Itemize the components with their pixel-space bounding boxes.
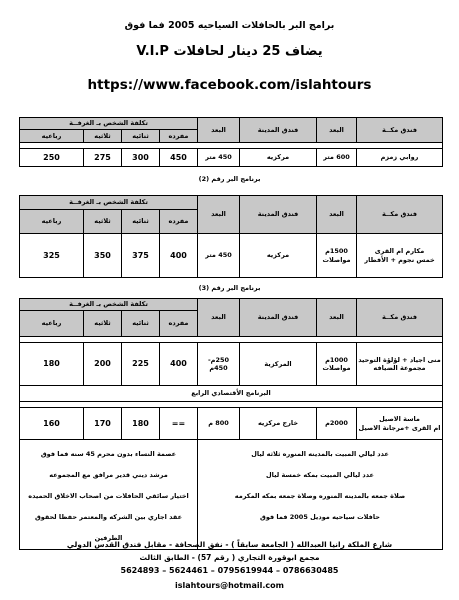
cost-per-person-header: تكلفة الشخص بـ الغرفــة <box>20 118 198 130</box>
mecca-hotel-name: مكارم ام القرى <box>374 247 425 256</box>
note-item: مرشد ديني قدير مرافق مع المجموعه <box>49 471 168 479</box>
program-caption-3: برنامج البر رقم (3) <box>198 284 261 292</box>
quad-room-header: رباعيه <box>20 210 84 234</box>
triple-price-cell: 275 <box>84 149 122 167</box>
eco-triple-price-cell: 170 <box>84 408 122 440</box>
medina-distance-header: البعد <box>198 196 240 234</box>
quad-price-cell: 180 <box>20 343 84 386</box>
double-room-header: ثنائيه <box>122 210 160 234</box>
mecca-hotel-extra: خمس نجوم + الأفطار <box>364 255 435 264</box>
program-table-3 <box>19 298 443 550</box>
mecca-hotel-name: منى اجياد + لؤلؤة التوحيد <box>358 355 441 364</box>
single-price-cell: 450 <box>160 149 198 167</box>
single-room-header: مفرده <box>160 210 198 234</box>
triple-price-cell: 200 <box>84 343 122 386</box>
mecca-transport-note: مواصلات <box>322 364 351 372</box>
mecca-distance-value: 1500م <box>325 247 348 256</box>
double-room-header: ثنائيه <box>122 130 160 143</box>
double-price-cell: 225 <box>122 343 160 386</box>
cost-per-person-header: تكلفة الشخص بـ الغرفــة <box>20 196 198 210</box>
triple-price-cell: 350 <box>84 234 122 278</box>
quad-room-header: رباعيه <box>20 311 84 337</box>
note-item: اختيار سائقي الحافلات من اصحاب الاخلاق الحميده <box>28 492 189 500</box>
quad-room-header: رباعيه <box>20 130 84 143</box>
medina-distance-header: البعد <box>198 118 240 143</box>
single-price-cell: 400 <box>160 343 198 386</box>
mecca-hotel-cell <box>357 234 443 278</box>
mecca-hotel-cell <box>357 343 443 386</box>
phone-numbers: 5624893 – 5624461 – 0795619944 – 0786630485 <box>120 566 339 575</box>
mecca-hotel-header: فندق مكــة <box>357 299 443 337</box>
eco-medina-distance-cell: 800 م <box>198 408 240 440</box>
medina-distance-value-2: 450م <box>209 364 228 372</box>
medina-hotel-header: فندق المدينة <box>240 196 317 234</box>
single-price-cell: 400 <box>160 234 198 278</box>
medina-distance-value: 250م- <box>207 355 230 364</box>
eco-mecca-distance-cell: 2000م <box>317 408 357 440</box>
medina-hotel-header: فندق المدينة <box>240 118 317 143</box>
note-item: صلاة جمعه بالمدينه المنوره وصلاة جمعه بمكه المكرمه <box>234 492 406 500</box>
triple-room-header: ثلاثيه <box>84 210 122 234</box>
eco-quad-price-cell: 160 <box>20 408 84 440</box>
single-room-header: مفرده <box>160 130 198 143</box>
single-room-header: مفرده <box>160 311 198 337</box>
medina-distance-cell <box>198 343 240 386</box>
medina-hotel-header: فندق المدينة <box>240 299 317 337</box>
mecca-distance-cell: 600 متر <box>317 149 357 167</box>
mecca-hotel-cell: روابي زمزم <box>357 149 443 167</box>
double-price-cell: 300 <box>122 149 160 167</box>
medina-hotel-cell: مركزيه <box>240 149 317 167</box>
eco-mecca-hotel-extra: ام القرى +مرجانة الاصيل <box>358 423 441 432</box>
mecca-distance-cell <box>317 343 357 386</box>
mecca-distance-header: البعد <box>317 118 357 143</box>
cost-per-person-header: تكلفة الشخص بـ الغرفــة <box>20 299 198 311</box>
economy-program-title: البرنامج الأقتصادي الرابع <box>20 386 443 402</box>
triple-room-header: ثلاثيه <box>84 311 122 337</box>
note-item: عصمة النساء بدون محرم 45 سنه فما فوق <box>40 450 177 458</box>
eco-medina-hotel-cell: خارج مركزيه <box>240 408 317 440</box>
address-line-1: شارع الملكة رانيا العبدالله ( الجامعة سابقاً ) - نفق الصحافة - مقابل فندق القدس الدولي <box>66 540 393 549</box>
page-title: برامج البر بالحافلات السياحيه 2005 فما فوق <box>124 20 335 31</box>
note-item: عقد اجاري بين الشركه والمعتمر حفظا لحقوق الطرفين <box>34 513 183 542</box>
eco-mecca-hotel-name: ماسة الاصيل <box>379 415 420 424</box>
email-address[interactable]: islahtours@hotmail.com <box>175 581 284 590</box>
mecca-distance-header: البعد <box>317 299 357 337</box>
mecca-distance-header: البعد <box>317 196 357 234</box>
double-price-cell: 375 <box>122 234 160 278</box>
address-line-2: مجمع ابوقورة التجاري ( رقم 57) - الطابق الثالث <box>139 553 320 562</box>
program-caption-2: برنامج البر رقم (2) <box>198 175 261 183</box>
mecca-hotel-header: فندق مكــة <box>357 196 443 234</box>
mecca-distance-cell <box>317 234 357 278</box>
note-item: عدد ليالي المبيت بمكه خمسة ليال <box>266 471 374 479</box>
medina-hotel-cell: مركزيه <box>240 234 317 278</box>
vip-note: يضاف 25 دينار لحافلات V.I.P <box>136 44 323 59</box>
facebook-url[interactable]: https://www.facebook.com/islahtours <box>87 77 372 93</box>
double-room-header: ثنائيه <box>122 311 160 337</box>
mecca-transport-note: مواصلات <box>322 255 351 264</box>
eco-mecca-hotel-cell <box>357 408 443 440</box>
mecca-hotel-extra: مجموعة الضيافه <box>373 364 426 372</box>
triple-room-header: ثلاثيه <box>84 130 122 143</box>
medina-distance-cell: 450 متر <box>198 149 240 167</box>
mecca-distance-value: 1000م <box>325 355 348 364</box>
note-item: حافلات سياحيه موديل 2005 فما فوق <box>260 513 380 521</box>
medina-hotel-cell: المركزية <box>240 343 317 386</box>
program-table-1 <box>19 117 443 167</box>
program-table-2 <box>19 195 443 278</box>
program-notes-left <box>20 440 198 550</box>
medina-distance-header: البعد <box>198 299 240 337</box>
note-item: عدد ليالي المبيت بالمدينه المنوره ثلاثه ليال <box>251 450 389 458</box>
mecca-hotel-header: فندق مكــة <box>357 118 443 143</box>
quad-price-cell: 250 <box>20 149 84 167</box>
medina-distance-cell: 450 متر <box>198 234 240 278</box>
quad-price-cell: 325 <box>20 234 84 278</box>
eco-single-price-cell: == <box>160 408 198 440</box>
program-notes-right <box>198 440 443 550</box>
eco-double-price-cell: 180 <box>122 408 160 440</box>
